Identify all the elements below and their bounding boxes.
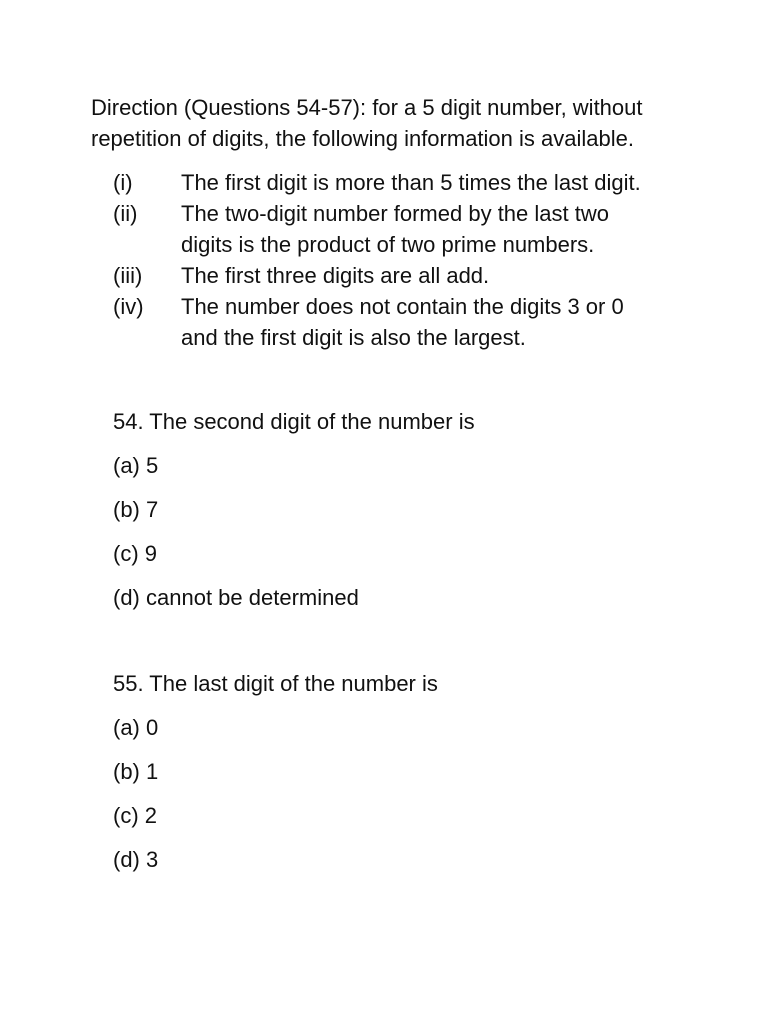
condition-text: The two-digit number formed by the last two digits is the product of two prime numbers. [181,201,609,257]
condition-number: (iv) [113,294,144,319]
condition-text: The number does not contain the digits 3 or 0 and the first digit is also the largest. [181,294,624,350]
option-b: (b) 1 [113,759,159,784]
option-a: (a) 5 [113,453,159,478]
conditions-list [113,167,713,353]
condition-item [113,198,713,260]
question-text: 55. The last digit of the number is [113,671,438,696]
question-text: 54. The second digit of the number is [113,409,475,434]
condition-item [113,291,713,353]
option-d: (d) 3 [113,847,159,872]
condition-item [113,167,713,198]
option-b: (b) 7 [113,497,159,522]
question-55 [113,668,713,888]
condition-item [113,260,713,291]
option-d: (d) cannot be determined [113,585,359,610]
option-c: (c) 2 [113,803,157,828]
option-a: (a) 0 [113,715,159,740]
condition-number: (ii) [113,201,138,226]
direction-text: Direction (Questions 54-57): for a 5 digit number, without repetition of digits, the following information is available. [91,95,643,151]
condition-number: (i) [113,170,133,195]
condition-text: The first digit is more than 5 times the last digit. [181,170,641,195]
condition-number: (iii) [113,263,143,288]
question-54 [113,406,713,626]
condition-text: The first three digits are all add. [181,263,490,288]
option-c: (c) 9 [113,541,157,566]
